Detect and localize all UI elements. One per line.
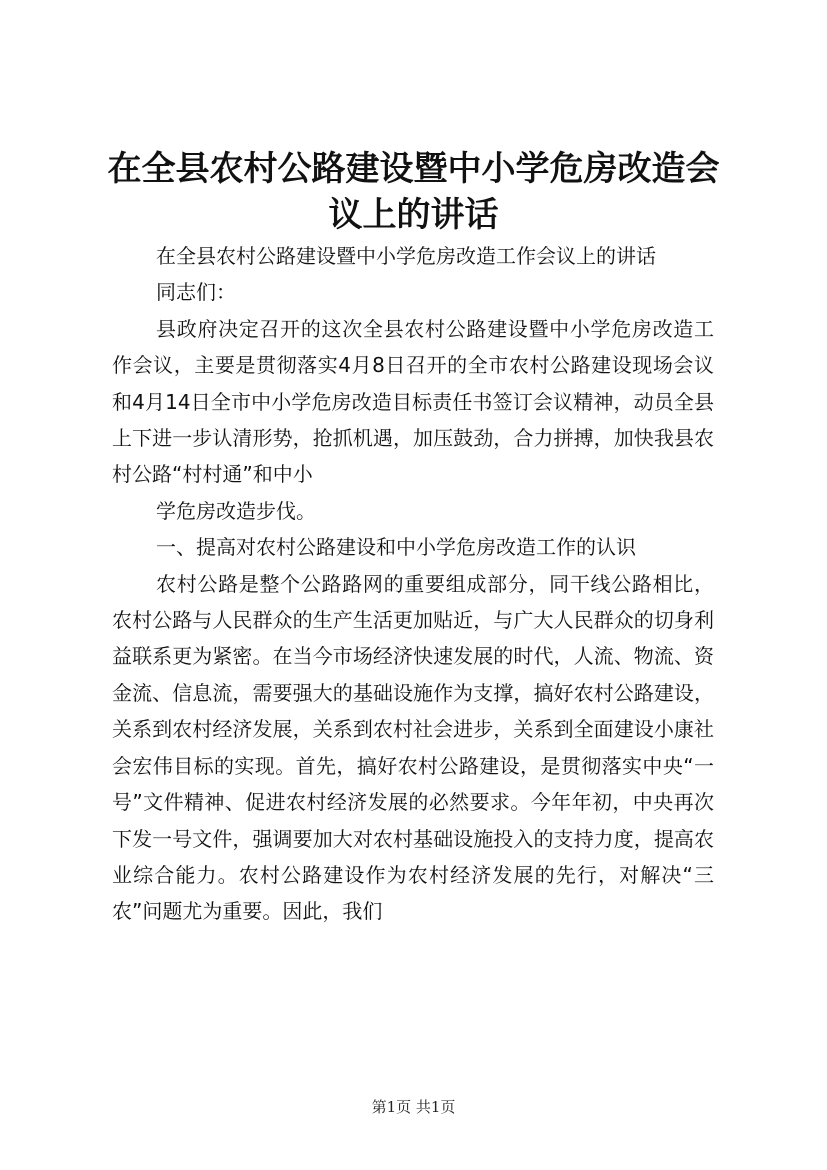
page-number-footer: 第1页 共1页: [371, 1098, 456, 1116]
document-body: [112, 238, 714, 930]
section-heading: 一、提高对农村公路建设和中小学危房改造工作的认识: [156, 535, 636, 560]
body-paragraph: 县政府决定召开的这次全县农村公路建设暨中小学危房改造工作会议，主要是贯彻落实4月8日召开的全市农村公路建设现场会议和4月14日全市中小学危房改造目标责任书签订会议精神，动员全县上下进一步认清形势，抢抓机遇，加压鼓劲，合力拼搏，加快我县农村公路“村村通”和中小: [112, 316, 714, 487]
body-paragraph: 学危房改造步伐。: [156, 498, 316, 523]
subtitle-paragraph: 在全县农村公路建设暨中小学危房改造工作会议上的讲话: [156, 244, 656, 268]
body-paragraph: 农村公路是整个公路路网的重要组成部分，同干线公路相比，农村公路与人民群众的生产生活更加贴近，与广大人民群众的切身利益联系更为紧密。在当今市场经济快速发展的时代，人流、物流、资金流、信息流，需要强大的基础设施作为支撑，搞好农村公路建设，关系到农村经济发展，关系到农村社会进步，关系到全面建设小康社会宏伟目标的实现。首先，搞好农村公路建设，是贯彻落实中央“一号”文件精神、促进农村经济发展的必然要求。今年年初，中央再次下发一号文件，强调要加大对农村基础设施投入的支持力度，提高农业综合能力。农村公路建设作为农村经济发展的先行，对解决“三农”问题尤为重要。因此，我们: [112, 571, 714, 924]
document-title: 在全县农村公路建设暨中小学危房改造会议上的讲话: [107, 149, 720, 235]
salutation-paragraph: 同志们：: [156, 280, 236, 305]
